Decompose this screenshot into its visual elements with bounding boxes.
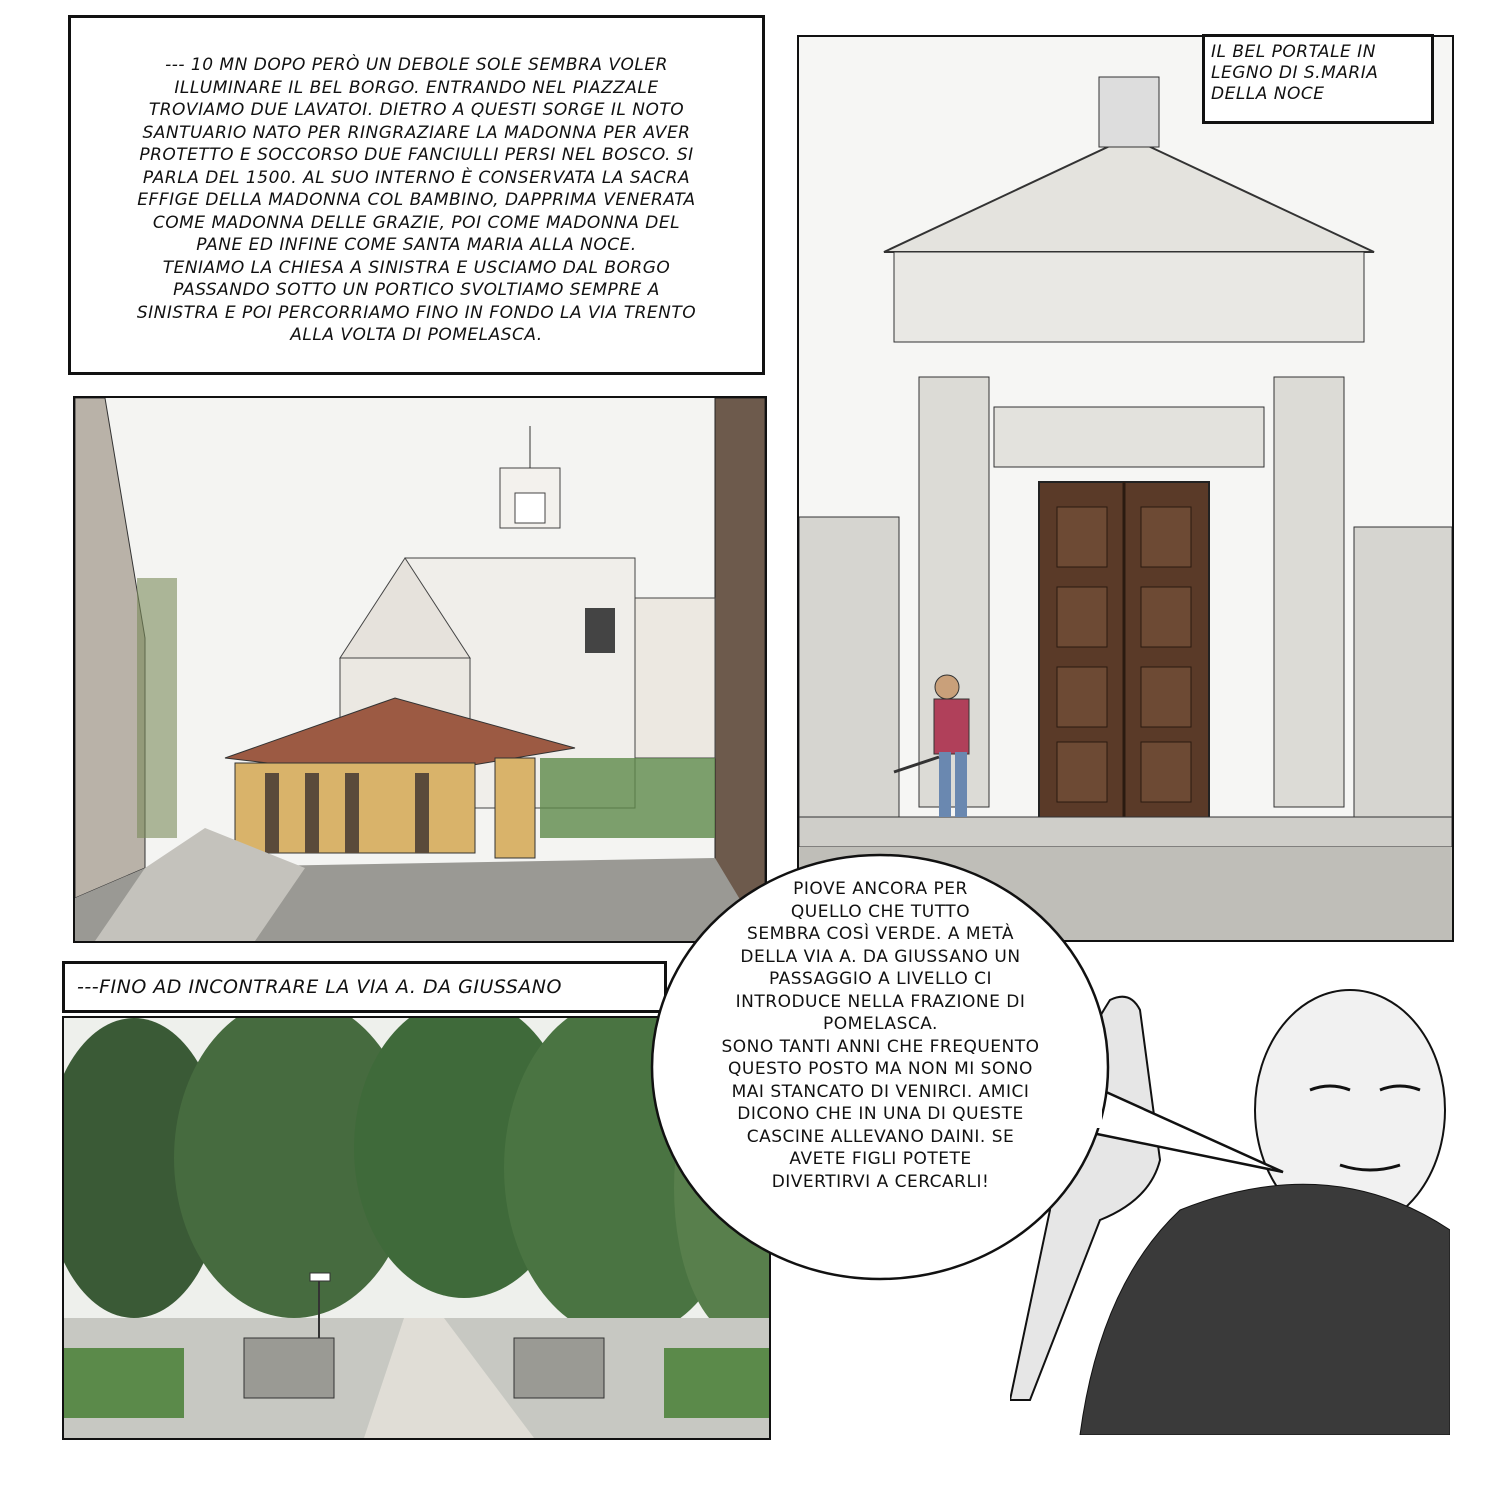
portal-illustration <box>799 37 1452 940</box>
portal-caption <box>1202 34 1434 124</box>
portal-caption-text: IL BEL PORTALE IN LEGNO DI S.MARIA DELLA NOCE <box>1211 42 1379 104</box>
via-caption-text: ---FINO AD INCONTRARE LA VIA A. DA GIUSSANO <box>77 976 562 998</box>
intro-caption <box>68 15 765 375</box>
speech-bubble-text: PIOVE ANCORA PER QUELLO CHE TUTTO SEMBRA COSÌ VERDE. A METÀ DELLA VIA A. DA GIUSSANO UN PASSAGGIO A LIVELLO CI INTRODUCE NELLA FRAZIONE DI POMELASCA. SONO TANTI ANNI CHE FREQUENTO QUESTO POSTO MA NON MI SONO MAI STANCATO DI VENIRCI. AMICI DICONO CHE IN UNA DI QUESTE CASCINE ALLEVANO DAINI. SE AVETE FIGLI POTETE DIVERTIRVI A CERCARLI! <box>721 879 1040 1192</box>
via-caption <box>62 961 667 1013</box>
panel-portal <box>797 35 1454 942</box>
intro-caption-text: --- 10 MN DOPO PERÒ UN DEBOLE SOLE SEMBRA VOLER ILLUMINARE IL BEL BORGO. ENTRANDO NEL PIAZZALE TROVIAMO DUE LAVATOI. DIETRO A QUESTI SORGE IL NOTO SANTUARIO NATO PER RINGRAZIARE LA MADONNA PER AVER PROTETTO E SOCCORSO DUE FANCIULLI PERSI NEL BOSCO. SI PARLA DEL 1500. AL SUO INTERNO È CONSERVATA LA SACRA EFFIGE DELLA MADONNA COL BAMBINO, DAPPRIMA VENERATA COME MADONNA DELLE GRAZIE, POI COME MADONNA DEL PANE ED INFINE COME SANTA MARIA ALLA NOCE. TENIAMO LA CHIESA A SINISTRA E USCIAMO DAL BORGO PASSANDO SOTTO UN PORTICO SVOLTIAMO SEMPRE A SINISTRA E POI PERCORRIAMO FINO IN FONDO LA VIA TRENTO ALLA VOLTA DI POMELASCA. <box>136 55 697 345</box>
speech-bubble <box>648 852 1113 1282</box>
